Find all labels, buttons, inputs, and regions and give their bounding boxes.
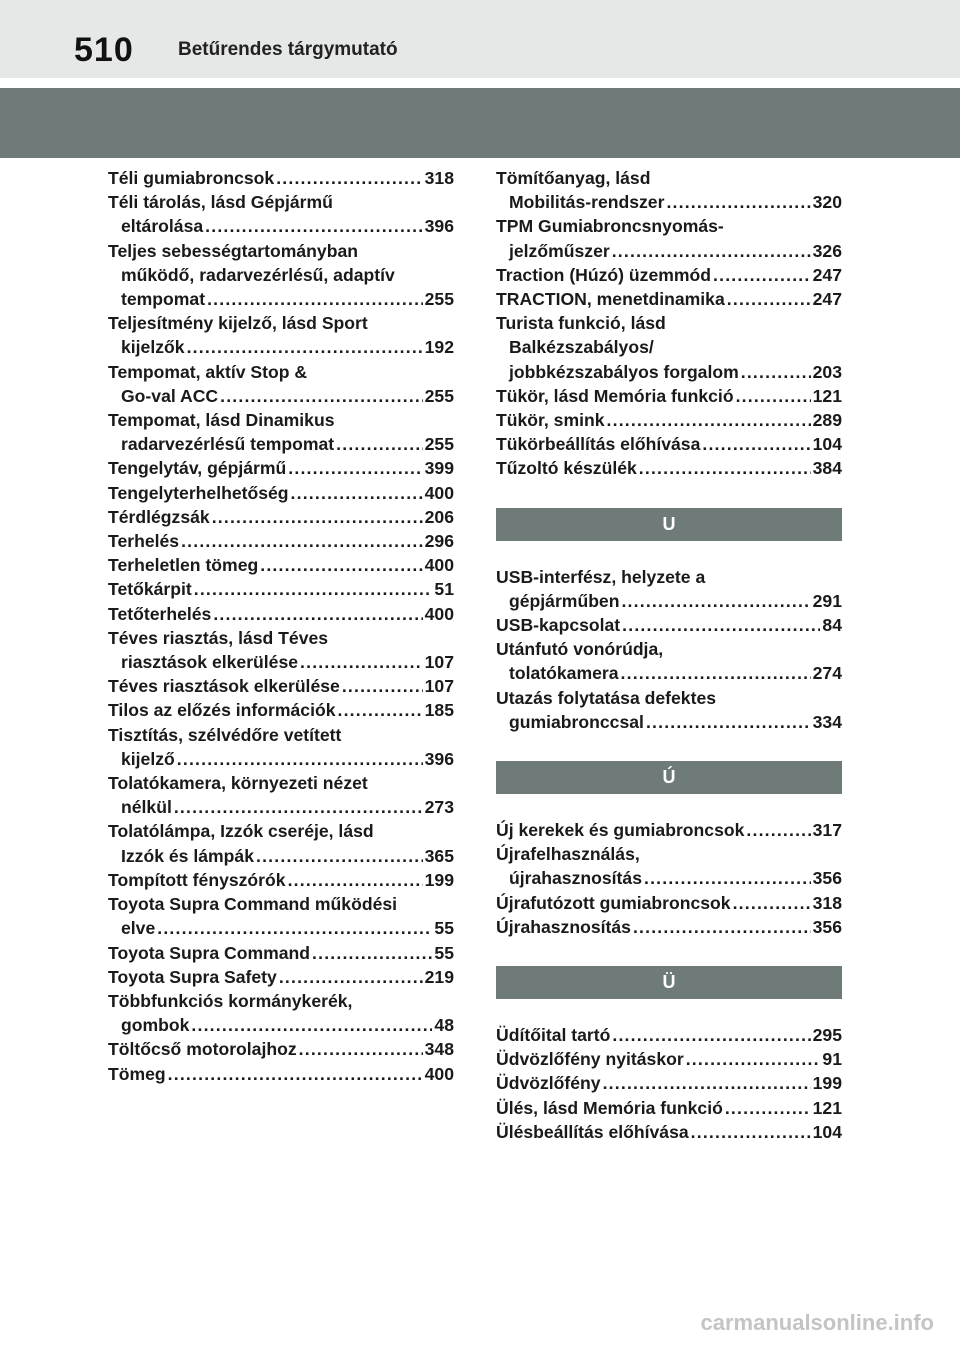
index-entry-text: Újrafelhasználás, xyxy=(496,844,640,865)
dot-leader xyxy=(279,965,423,989)
index-entry-line xyxy=(108,602,454,626)
dot-leader xyxy=(299,1037,423,1061)
index-entry xyxy=(108,529,454,553)
index-entry-page: 317 xyxy=(812,820,842,841)
index-entry-line xyxy=(108,577,454,601)
index-entry-text: Üdvözlőfény xyxy=(496,1073,601,1094)
index-entry xyxy=(496,686,842,734)
index-entry-line xyxy=(496,1023,842,1047)
letter-heading: U xyxy=(496,508,842,541)
index-entry-page: 400 xyxy=(424,603,454,624)
index-entry-line xyxy=(108,408,454,432)
index-column-left xyxy=(108,166,454,1086)
dot-leader xyxy=(338,698,423,722)
index-entry-text: Tempomat, aktív Stop & xyxy=(108,361,308,382)
index-entry-page: 247 xyxy=(812,264,842,285)
index-entry-page: 219 xyxy=(424,966,454,987)
index-entry-line xyxy=(496,239,842,263)
index-entry xyxy=(496,613,842,637)
index-entry-text: gumiabronccsal xyxy=(509,711,644,732)
index-entry-page: 399 xyxy=(424,458,454,479)
index-entry-text: Töltőcső motorolajhoz xyxy=(108,1039,297,1060)
index-entry-page: 84 xyxy=(822,615,842,636)
index-entry xyxy=(108,166,454,190)
dot-leader xyxy=(342,674,423,698)
index-entry-text: Tolatókamera, környezeti nézet xyxy=(108,773,368,794)
index-entry-line xyxy=(108,214,454,238)
dot-leader xyxy=(644,866,811,890)
index-entry xyxy=(108,553,454,577)
index-entry xyxy=(496,384,842,408)
dot-leader xyxy=(666,190,810,214)
index-entry-line xyxy=(108,529,454,553)
index-entry-page: 192 xyxy=(424,337,454,358)
index-entry-line xyxy=(108,360,454,384)
index-entry-page: 121 xyxy=(812,1097,842,1118)
index-entry-page: 51 xyxy=(434,579,454,600)
index-entry-line xyxy=(496,818,842,842)
index-entry-line xyxy=(496,565,842,589)
dot-leader xyxy=(691,1120,811,1144)
index-entry-line xyxy=(496,456,842,480)
page-number: 510 xyxy=(74,31,134,69)
dot-leader xyxy=(207,287,423,311)
index-entry-page: 48 xyxy=(434,1015,454,1036)
index-entry-line xyxy=(496,891,842,915)
dot-leader xyxy=(300,650,423,674)
index-entry-line xyxy=(496,915,842,939)
index-entry-line xyxy=(496,661,842,685)
index-entry-line xyxy=(108,553,454,577)
index-entry-line xyxy=(108,747,454,771)
index-entry-text: Go-val ACC xyxy=(121,385,219,406)
index-entry xyxy=(108,674,454,698)
index-entry-line xyxy=(496,166,842,190)
index-entry-line xyxy=(496,335,842,359)
index-entry-text: újrahasznosítás xyxy=(509,868,642,889)
index-entry-text: tolatókamera xyxy=(509,663,619,684)
index-entry-page: 348 xyxy=(424,1039,454,1060)
index-entry-line xyxy=(496,214,842,238)
index-entry-text: Toyota Supra Command működési xyxy=(108,894,398,915)
index-entry xyxy=(496,637,842,685)
index-entry-text: Téli tárolás, lásd Gépjármű xyxy=(108,192,333,213)
index-entry xyxy=(108,360,454,408)
index-entry-text: TRACTION, menetdinamika xyxy=(496,289,725,310)
dot-leader xyxy=(194,577,433,601)
index-entry xyxy=(496,565,842,613)
index-entry-line xyxy=(108,505,454,529)
dot-leader xyxy=(713,263,811,287)
index-entry-line xyxy=(108,190,454,214)
index-entry-text: Többfunkciós kormánykerék, xyxy=(108,990,353,1011)
index-entry-text: Terhelés xyxy=(108,531,180,552)
index-entry xyxy=(108,965,454,989)
index-entry-text: Terheletlen tömeg xyxy=(108,555,259,576)
index-entry-page: 318 xyxy=(812,892,842,913)
index-entry-line xyxy=(108,868,454,892)
index-entry-page: 400 xyxy=(424,555,454,576)
dot-leader xyxy=(686,1047,821,1071)
index-entry-line xyxy=(108,166,454,190)
index-entry-text: gombok xyxy=(121,1015,190,1036)
index-entry-text: Teljesítmény kijelző, lásd Sport xyxy=(108,313,368,334)
index-entry xyxy=(108,577,454,601)
index-entry-text: Balkézszabályos/ xyxy=(509,337,654,358)
index-entry-text: Utánfutó vonórúdja, xyxy=(496,639,664,660)
index-entry xyxy=(496,1047,842,1071)
index-entry-line xyxy=(108,1013,454,1037)
dot-leader xyxy=(621,589,810,613)
index-entry-text: Tempomat, lásd Dinamikus xyxy=(108,410,335,431)
index-entry xyxy=(496,915,842,939)
index-entry-text: Tengelyterhelhetőség xyxy=(108,482,289,503)
index-entry xyxy=(496,408,842,432)
index-entry-page: 107 xyxy=(424,652,454,673)
dot-leader xyxy=(725,1096,811,1120)
watermark: carmanualsonline.info xyxy=(700,1310,934,1335)
index-entry-page: 400 xyxy=(424,1063,454,1084)
index-entry-line xyxy=(496,866,842,890)
dot-leader xyxy=(622,613,820,637)
dot-leader xyxy=(187,335,423,359)
index-entry xyxy=(108,505,454,529)
index-entry xyxy=(496,263,842,287)
index-entry xyxy=(496,311,842,384)
index-entry-line xyxy=(108,965,454,989)
page-title: Betűrendes tárgymutató xyxy=(178,39,398,60)
index-entry-line xyxy=(496,190,842,214)
index-entry-text: Traction (Húzó) üzemmód xyxy=(496,264,712,285)
index-entry xyxy=(108,1062,454,1086)
index-entry-text: Tűzoltó készülék xyxy=(496,458,637,479)
index-entry-text: riasztások elkerülése xyxy=(121,652,299,673)
index-entry-text: Újrahasznosítás xyxy=(496,916,631,937)
index-entry-text: kijelző xyxy=(121,748,175,769)
index-entry-page: 274 xyxy=(812,663,842,684)
dot-leader xyxy=(621,661,811,685)
index-entry-text: Tetőkárpit xyxy=(108,579,192,600)
index-entry-page: 107 xyxy=(424,676,454,697)
index-entry-page: 396 xyxy=(424,748,454,769)
index-entry-page: 320 xyxy=(812,192,842,213)
index-entry-text: Tömítőanyag, lásd xyxy=(496,168,651,188)
index-entry-page: 255 xyxy=(424,385,454,406)
index-entry-page: 55 xyxy=(434,942,454,963)
index-entry xyxy=(108,819,454,867)
index-entry xyxy=(108,723,454,771)
index-entry-page: 291 xyxy=(812,590,842,611)
index-entry-line xyxy=(108,311,454,335)
index-entry-text: Téli gumiabroncsok xyxy=(108,168,275,188)
dot-leader xyxy=(157,916,432,940)
index-entry-line xyxy=(496,637,842,661)
index-entry-page: 400 xyxy=(424,482,454,503)
dot-leader xyxy=(174,795,423,819)
index-entry-line xyxy=(108,1062,454,1086)
index-entry-page: 104 xyxy=(812,1121,842,1142)
dot-leader xyxy=(256,844,423,868)
index-entry-page: 255 xyxy=(424,434,454,455)
index-entry xyxy=(496,166,842,214)
index-entry-line xyxy=(496,408,842,432)
index-entry-line xyxy=(496,710,842,734)
index-entry-page: 295 xyxy=(812,1025,842,1046)
index-entry xyxy=(108,892,454,940)
index-entry-line xyxy=(496,432,842,456)
index-entry xyxy=(496,1071,842,1095)
index-entry xyxy=(108,989,454,1037)
index-entry-text: gépjárműben xyxy=(509,590,620,611)
index-entry-line xyxy=(496,263,842,287)
index-column-right xyxy=(496,166,842,1144)
index-entry-text: Ülés, lásd Memória funkció xyxy=(496,1097,723,1118)
index-entry-text: Térdlégzsák xyxy=(108,506,210,527)
index-entry-text: nélkül xyxy=(121,797,172,818)
index-entry-text: Újrafutózott gumiabroncsok xyxy=(496,892,731,913)
header-strip xyxy=(0,0,960,78)
index-entry xyxy=(496,287,842,311)
index-entry-line xyxy=(496,1047,842,1071)
dot-leader xyxy=(741,360,811,384)
index-entry-page: 199 xyxy=(424,869,454,890)
index-entry-page: 273 xyxy=(424,797,454,818)
dot-leader xyxy=(633,915,811,939)
dot-leader xyxy=(727,287,811,311)
index-entry-text: Tompított fényszórók xyxy=(108,869,286,890)
index-entry-line xyxy=(108,819,454,843)
index-entry-text: Tükör, lásd Memória funkció xyxy=(496,385,734,406)
index-entry-text: Tömeg xyxy=(108,1063,166,1084)
dot-leader xyxy=(288,868,423,892)
index-entry-line xyxy=(108,239,454,263)
index-entry-page: 203 xyxy=(812,361,842,382)
dot-leader xyxy=(168,1062,423,1086)
dot-leader xyxy=(736,384,811,408)
index-entry xyxy=(496,842,842,890)
index-entry-text: Turista funkció, lásd xyxy=(496,313,666,334)
index-entry-text: radarvezérlésű tempomat xyxy=(121,434,335,455)
dot-leader xyxy=(639,456,811,480)
dot-leader xyxy=(607,408,811,432)
index-entry-line xyxy=(108,698,454,722)
index-entry-line xyxy=(496,1071,842,1095)
index-entry-page: 121 xyxy=(812,385,842,406)
dot-leader xyxy=(291,481,423,505)
index-entry-line xyxy=(108,626,454,650)
index-entry-text: Téves riasztások elkerülése xyxy=(108,676,340,697)
index-entry-text: TPM Gumiabroncsnyomás- xyxy=(496,216,724,237)
index-entry-text: Üdvözlőfény nyitáskor xyxy=(496,1049,684,1070)
index-entry-page: 247 xyxy=(812,289,842,310)
index-entry-line xyxy=(496,360,842,384)
index-entry-page: 365 xyxy=(424,845,454,866)
index-entry-line xyxy=(108,989,454,1013)
index-entry-text: Tetőterhelés xyxy=(108,603,212,624)
index-entry-text: jelzőműszer xyxy=(509,240,610,261)
index-entry-line xyxy=(108,481,454,505)
index-entry-line xyxy=(108,287,454,311)
index-entry-text: Tolatólámpa, Izzók cseréje, lásd xyxy=(108,821,374,842)
index-entry-line xyxy=(496,287,842,311)
index-entry-page: 334 xyxy=(812,711,842,732)
index-entry-text: Tilos az előzés információk xyxy=(108,700,336,721)
index-entry-line xyxy=(108,941,454,965)
index-entry xyxy=(496,214,842,262)
dot-leader xyxy=(181,529,423,553)
index-entry xyxy=(496,818,842,842)
index-entry-text: Új kerekek és gumiabroncsok xyxy=(496,820,745,841)
dot-leader xyxy=(213,602,422,626)
index-entry-page: 104 xyxy=(812,434,842,455)
index-entry-page: 255 xyxy=(424,289,454,310)
index-entry-text: Teljes sebességtartományban xyxy=(108,240,358,261)
index-entry-text: Tükör, smink xyxy=(496,410,605,431)
dot-leader xyxy=(312,941,432,965)
index-entry-page: 384 xyxy=(812,458,842,479)
dot-leader xyxy=(646,710,811,734)
index-entry-line xyxy=(496,589,842,613)
index-entry xyxy=(108,602,454,626)
dot-leader xyxy=(205,214,422,238)
index-entry-text: Toyota Supra Safety xyxy=(108,966,277,987)
index-entry-line xyxy=(108,432,454,456)
index-entry xyxy=(108,408,454,456)
index-entry-text: Ülésbeállítás előhívása xyxy=(496,1121,689,1142)
index-entry-line xyxy=(108,795,454,819)
dot-leader xyxy=(603,1071,811,1095)
index-entry-page: 185 xyxy=(424,700,454,721)
index-entry xyxy=(108,626,454,674)
index-entry-line xyxy=(496,1096,842,1120)
index-entry-page: 318 xyxy=(424,168,454,188)
index-entry-text: működő, radarvezérlésű, adaptív xyxy=(121,264,395,285)
dot-leader xyxy=(612,239,811,263)
letter-heading: Ü xyxy=(496,966,842,999)
index-entry-line xyxy=(496,842,842,866)
index-entry xyxy=(108,481,454,505)
index-entry-text: Tengelytáv, gépjármű xyxy=(108,458,287,479)
index-entry xyxy=(108,771,454,819)
index-entry-line xyxy=(108,916,454,940)
index-entry-text: Mobilitás-rendszer xyxy=(509,192,665,213)
index-entry-line xyxy=(496,311,842,335)
index-entry-text: eltárolása xyxy=(121,216,204,237)
index-entry xyxy=(496,891,842,915)
index-entry xyxy=(496,456,842,480)
dot-leader xyxy=(733,891,811,915)
index-entry-line xyxy=(496,384,842,408)
index-entry-text: USB-kapcsolat xyxy=(496,615,621,636)
index-entry-page: 55 xyxy=(434,918,454,939)
index-entry-page: 356 xyxy=(812,916,842,937)
index-entry-line xyxy=(496,613,842,637)
index-entry-page: 206 xyxy=(424,506,454,527)
index-entry-line xyxy=(108,650,454,674)
index-entry xyxy=(108,190,454,238)
index-entry-text: Üdítőital tartó xyxy=(496,1025,611,1046)
index-entry-text: Téves riasztás, lásd Téves xyxy=(108,627,329,648)
index-entry-text: Tisztítás, szélvédőre vetített xyxy=(108,724,342,745)
index-entry xyxy=(108,868,454,892)
index-entry-page: 296 xyxy=(424,531,454,552)
index-entry-line xyxy=(108,1037,454,1061)
index-entry-text: jobbkézszabályos forgalom xyxy=(509,361,739,382)
index-entry-page: 289 xyxy=(812,410,842,431)
dot-leader xyxy=(177,747,423,771)
index-entry xyxy=(108,941,454,965)
index-entry-page: 326 xyxy=(812,240,842,261)
index-entry-line xyxy=(108,384,454,408)
index-entry xyxy=(108,698,454,722)
index-entry-text: Utazás folytatása defektes xyxy=(496,687,717,708)
index-entry-line xyxy=(108,263,454,287)
dot-leader xyxy=(276,166,422,190)
index-entry-line xyxy=(108,892,454,916)
dot-leader xyxy=(288,456,422,480)
dot-leader xyxy=(191,1013,432,1037)
index-entry-line xyxy=(108,844,454,868)
index-entry xyxy=(496,1120,842,1144)
index-entry-text: Tükörbeállítás előhívása xyxy=(496,434,701,455)
index-entry-text: Izzók és lámpák xyxy=(121,845,254,866)
index-entry-line xyxy=(108,723,454,747)
index-entry-text: elve xyxy=(121,918,156,939)
index-entry-line xyxy=(496,1120,842,1144)
index-entry xyxy=(496,432,842,456)
index-entry-line xyxy=(496,686,842,710)
dot-leader xyxy=(260,553,422,577)
index-entry-line xyxy=(108,771,454,795)
index-entry-text: Toyota Supra Command xyxy=(108,942,311,963)
index-entry-text: tempomat xyxy=(121,289,206,310)
header-band xyxy=(0,88,960,158)
index-entry-page: 199 xyxy=(812,1073,842,1094)
dot-leader xyxy=(746,818,810,842)
index-entry xyxy=(496,1096,842,1120)
index-entry-page: 396 xyxy=(424,216,454,237)
index-entry-line xyxy=(108,335,454,359)
index-entry xyxy=(496,1023,842,1047)
dot-leader xyxy=(336,432,422,456)
index-entry-page: 91 xyxy=(822,1049,842,1070)
index-entry xyxy=(108,456,454,480)
dot-leader xyxy=(702,432,810,456)
dot-leader xyxy=(212,505,423,529)
index-entry-line xyxy=(108,456,454,480)
index-entry-text: USB-interfész, helyzete a xyxy=(496,566,706,587)
dot-leader xyxy=(220,384,423,408)
index-entry xyxy=(108,1037,454,1061)
index-entry xyxy=(108,239,454,312)
dot-leader xyxy=(612,1023,810,1047)
index-entry xyxy=(108,311,454,359)
index-entry-page: 356 xyxy=(812,868,842,889)
index-entry-text: kijelzők xyxy=(121,337,185,358)
index-entry-line xyxy=(108,674,454,698)
letter-heading: Ú xyxy=(496,761,842,794)
